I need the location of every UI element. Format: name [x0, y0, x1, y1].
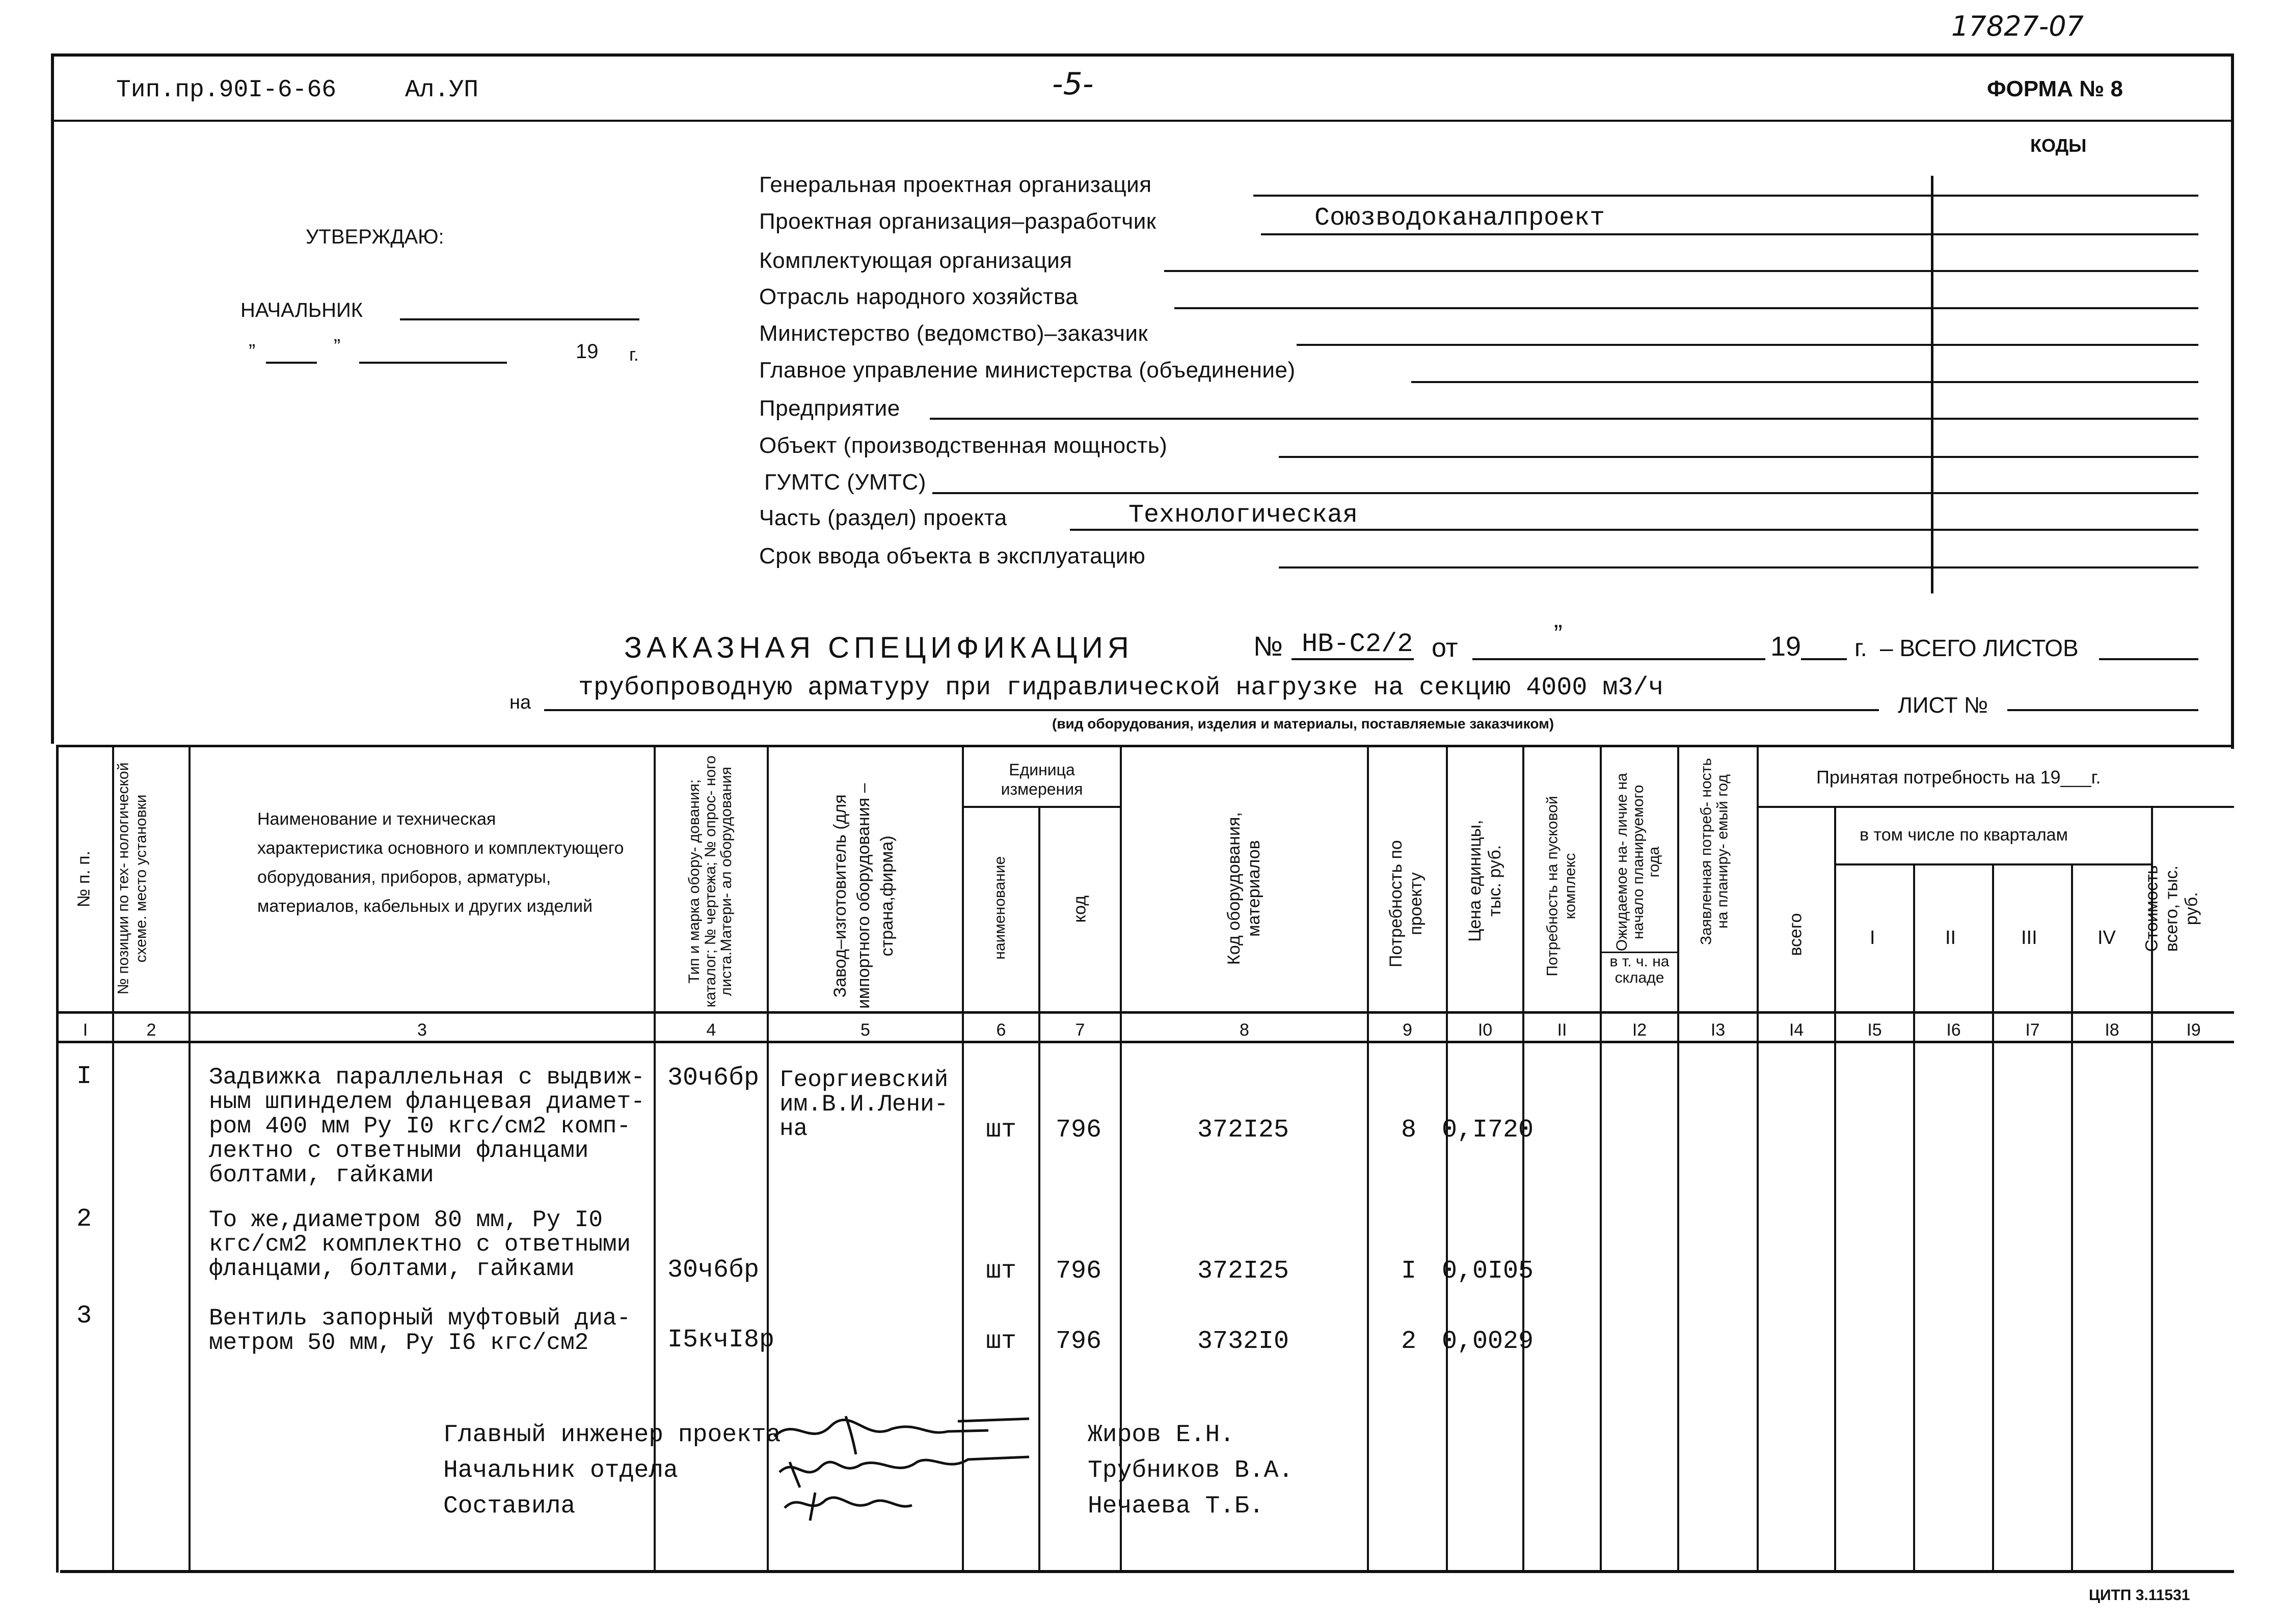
row1-maker-2: им.В.И.Лени-: [779, 1091, 949, 1118]
field-industry: Отрасль народного хозяйства: [759, 284, 1079, 309]
col-header-14: всего: [1786, 913, 1806, 956]
row1-type: 30ч6бр: [667, 1064, 760, 1093]
col-header-quarters: в том числе по кварталам: [1860, 825, 2068, 845]
spec-year-suffix: г.: [1854, 635, 1867, 662]
row3-code: 3732I0: [1197, 1327, 1289, 1356]
sign-name-chief-engineer: Жиров Е.Н.: [1088, 1421, 1235, 1449]
col-header-5: Завод–изготовитель (для импортного оборудования –страна,фирма): [830, 783, 897, 1009]
chief-label: НАЧАЛЬНИК: [240, 299, 363, 321]
spec-date-quote: ”: [1554, 619, 1563, 648]
header-divider: [51, 120, 2234, 122]
col-header-accepted: Принятая потребность на 19___г.: [1816, 767, 2101, 788]
row1-code: 372I25: [1197, 1116, 1289, 1145]
unit-group-line: [962, 806, 1120, 808]
row1-num: I: [76, 1062, 92, 1091]
col-header-13: Заявленная потреб- ность на планиру- емый год: [1698, 757, 1731, 945]
spec-year: 19: [1770, 631, 1801, 662]
field-ministry: Министерство (ведомство)–заказчик: [759, 321, 1148, 346]
col-number-4: 4: [706, 1020, 716, 1040]
col-sep-9: [1446, 745, 1448, 1573]
col-number-14: I4: [1789, 1020, 1804, 1040]
col-header-q4: IV: [2097, 927, 2116, 949]
accepted-group-line: [1757, 806, 2234, 808]
field-supply-org: Комплектующая организация: [759, 248, 1072, 273]
spec-from-label: от: [1432, 633, 1458, 663]
frame-right: [2231, 53, 2234, 749]
col-header-19: Стоимость всего, тыс. руб.: [2142, 865, 2201, 952]
col-sep-0: [56, 745, 59, 1573]
sign-role-chief-engineer: Главный инженер проекта: [443, 1421, 781, 1449]
row2-qty: I: [1401, 1257, 1417, 1286]
typical-project: Тип.пр.90I-6-66: [116, 76, 337, 104]
field-gumts: ГУМТС (УМТС): [764, 470, 926, 495]
col-header-3: Наименование и техническая характеристика основного и комплектующего оборудования, приборов, арматуры, материалов, кабельных и других изделий: [257, 809, 624, 916]
field-enterprise: Предприятие: [759, 396, 900, 421]
row1-unit-code: 796: [1056, 1116, 1102, 1145]
row2-name-2: кгс/см2 комплектно с ответными: [209, 1231, 631, 1258]
sign-role-compiler: Составила: [443, 1493, 576, 1520]
col-header-4: Тип и марка обору- дования; каталог; № чертежа; № опрос- ного листа.Матери- ал оборудования: [685, 755, 735, 1008]
col-sep-15: [1913, 863, 1915, 1573]
date-day-line[interactable]: [266, 362, 317, 364]
spec-number: НВ-С2/2: [1302, 629, 1413, 659]
col-number-7: 7: [1075, 1020, 1085, 1040]
row2-unit: шт: [986, 1257, 1017, 1286]
spec-title: ЗАКАЗНАЯ СПЕЦИФИКАЦИЯ: [624, 631, 1134, 664]
row3-price: 0,0029: [1442, 1327, 1534, 1356]
col-sep-8: [1367, 745, 1369, 1573]
sign-name-dept-head: Трубников В.А.: [1088, 1457, 1294, 1484]
page-number: -5-: [1052, 66, 1094, 102]
col-number-6: 6: [996, 1020, 1006, 1040]
chief-signature-line[interactable]: [400, 318, 639, 320]
footer-stamp: ЦИТП 3.11531: [2089, 1587, 2190, 1604]
col-header-unit-group: Единица измерения: [1001, 761, 1083, 799]
field-design-org-line[interactable]: [1261, 233, 2198, 235]
field-supply-org-line[interactable]: [1164, 270, 2198, 272]
col-number-16: I6: [1946, 1020, 1961, 1040]
approve-label: УТВЕРЖДАЮ:: [306, 226, 444, 248]
table-bottom-line: [60, 1570, 2234, 1573]
col-header-1: № п. п.: [74, 851, 94, 908]
spec-sheet-label: ЛИСТ №: [1898, 693, 1988, 718]
row3-name-1: Вентиль запорный муфтовый диа-: [209, 1305, 631, 1332]
col-number-11: II: [1557, 1020, 1567, 1040]
field-object: Объект (производственная мощность): [759, 433, 1168, 458]
album: Ал.УП: [405, 76, 479, 104]
col-number-15: I5: [1867, 1020, 1882, 1040]
date-quote-close: ”: [334, 335, 341, 358]
spec-total-sheets-line[interactable]: [2099, 658, 2198, 660]
row1-name-5: болтами, гайками: [209, 1162, 434, 1188]
col-header-2: № позиции по тех- нологической схеме. место установки: [115, 762, 149, 995]
spec-subject-line[interactable]: [544, 709, 1879, 711]
row1-unit: шт: [986, 1116, 1017, 1145]
field-main-department: Главное управление министерства (объединение): [759, 358, 1296, 383]
row3-qty: 2: [1401, 1327, 1417, 1356]
col-header-q3: III: [2021, 927, 2037, 949]
field-design-org-value: Союзводоканалпроект: [1314, 204, 1605, 233]
field-gumts-line[interactable]: [932, 492, 2198, 494]
field-commissioning-date-line[interactable]: [1279, 566, 2198, 569]
col-header-11: Потребность на пусковой комплекс: [1544, 796, 1578, 977]
codes-divider: [1931, 176, 1933, 593]
col-number-9: 9: [1403, 1020, 1412, 1040]
col-header-8: Код оборудования, материалов: [1224, 812, 1263, 965]
spec-year-line[interactable]: [1801, 658, 1847, 660]
row1-name-4: лектно с ответными фланцами: [209, 1138, 589, 1164]
form-number: ФОРМА № 8: [1987, 76, 2123, 101]
col-number-12: I2: [1632, 1020, 1647, 1040]
col-sep-17: [2071, 863, 2073, 1573]
codes-label: КОДЫ: [2030, 135, 2087, 156]
row3-type: I5кчI8р: [667, 1325, 775, 1355]
field-main-department-line[interactable]: [1411, 381, 2198, 383]
col-header-12b: в т. ч. на складе: [1609, 953, 1670, 986]
table-top-line: [56, 745, 2234, 747]
row2-code: 372I25: [1197, 1257, 1289, 1286]
row1-name-3: ром 400 мм Ру I0 кгс/см2 комп-: [209, 1113, 631, 1140]
col-sep-10: [1522, 745, 1524, 1573]
row3-unit-code: 796: [1056, 1327, 1102, 1356]
col-header-10: Цена единицы, тыс. руб.: [1465, 820, 1504, 942]
col-header-7: код: [1070, 895, 1090, 923]
signature-compiler: [785, 1493, 912, 1521]
spec-number-label: №: [1253, 631, 1283, 662]
col-number-10: I0: [1477, 1020, 1493, 1040]
date-year: 19: [576, 340, 599, 363]
row2-type: 30ч6бр: [667, 1256, 760, 1285]
col-number-8: 8: [1240, 1020, 1249, 1040]
document-number: 17827-07: [1951, 10, 2084, 42]
field-industry-line[interactable]: [1174, 307, 2198, 309]
field-commissioning-date: Срок ввода объекта в эксплуатацию: [759, 544, 1146, 569]
col-sep-1: [112, 745, 114, 1573]
col-header-q2: II: [1945, 927, 1956, 949]
signature-dept-head: [779, 1457, 1029, 1487]
col-header-9: Потребность по проекту: [1386, 840, 1426, 968]
row2-unit-code: 796: [1056, 1257, 1102, 1286]
row3-name-2: метром 50 мм, Ру I6 кгс/см2: [209, 1330, 589, 1356]
sign-role-dept-head: Начальник отдела: [443, 1457, 678, 1484]
col-sep-16: [1992, 863, 1994, 1573]
col-sep-13: [1757, 745, 1759, 1573]
frame-top: [51, 53, 2234, 57]
col-header-6: наименование: [991, 856, 1008, 960]
signature-chief-engineer: [774, 1416, 1029, 1454]
row3-num: 3: [76, 1302, 92, 1331]
col-sep-2: [189, 745, 191, 1573]
col-number-18: I8: [2105, 1020, 2119, 1040]
frame-left: [51, 53, 54, 744]
col-number-17: I7: [2025, 1020, 2040, 1040]
col-number-2: 2: [146, 1020, 156, 1040]
table-header-bottom: [56, 1011, 2234, 1014]
spec-date-line[interactable]: [1472, 658, 1765, 660]
date-year-suffix: г.: [629, 344, 639, 365]
spec-subject-note: (вид оборудования, изделия и материалы, поставляемые заказчиком): [1052, 716, 1554, 732]
row1-maker-3: на: [779, 1116, 808, 1142]
row1-qty: 8: [1401, 1116, 1417, 1145]
row2-num: 2: [76, 1205, 92, 1234]
col-number-3: 3: [417, 1020, 427, 1040]
field-enterprise-line[interactable]: [930, 418, 2198, 420]
col-sep-12: [1677, 745, 1679, 1573]
row2-price: 0,0I05: [1442, 1257, 1534, 1286]
col-sep-14: [1834, 806, 1836, 1573]
spec-total-sheets: – ВСЕГО ЛИСТОВ: [1880, 635, 2079, 661]
field-project-part-value: Технологическая: [1128, 501, 1358, 530]
table-colnum-bottom: [56, 1041, 2234, 1043]
spec-sheet-line[interactable]: [2007, 709, 2198, 711]
field-general-org-line[interactable]: [1253, 195, 2198, 197]
row2-name-1: То же,диаметром 80 мм, Ру I0: [209, 1207, 603, 1233]
signature-scribbles: [764, 1406, 1050, 1528]
row1-maker-1: Георгиевский: [779, 1067, 949, 1093]
date-month-line[interactable]: [359, 362, 507, 364]
field-design-org: Проектная организация–разработчик: [759, 209, 1157, 234]
col-number-13: I3: [1710, 1020, 1726, 1040]
row1-name-1: Задвижка параллельная с выдвиж-: [209, 1064, 645, 1091]
row1-price: 0,I720: [1442, 1116, 1534, 1145]
sign-name-compiler: Нечаева Т.Б.: [1088, 1493, 1264, 1520]
spec-number-line[interactable]: [1292, 658, 1414, 660]
col-number-5: 5: [860, 1020, 870, 1040]
field-ministry-line[interactable]: [1297, 344, 2198, 346]
row1-name-2: ным шпинделем фланцевая диамет-: [209, 1089, 645, 1115]
field-project-part: Часть (раздел) проекта: [759, 505, 1007, 530]
col-number-1: I: [83, 1020, 88, 1040]
row2-name-3: фланцами, болтами, гайками: [209, 1256, 575, 1282]
col-number-19: I9: [2186, 1020, 2201, 1040]
col-header-q1: I: [1870, 927, 1875, 949]
spec-subject: трубопроводную арматуру при гидравлической нагрузке на секцию 4000 м3/ч: [578, 673, 1664, 702]
spec-on-label: на: [509, 692, 531, 713]
field-general-org: Генеральная проектная организация: [759, 172, 1152, 197]
row3-unit: шт: [986, 1327, 1017, 1356]
col-header-12: Ожидаемое на- личие на начало планируемого года: [1613, 773, 1662, 952]
field-object-line[interactable]: [1279, 456, 2198, 458]
col-sep-11: [1600, 745, 1602, 1573]
date-quote-open: ”: [249, 340, 256, 363]
